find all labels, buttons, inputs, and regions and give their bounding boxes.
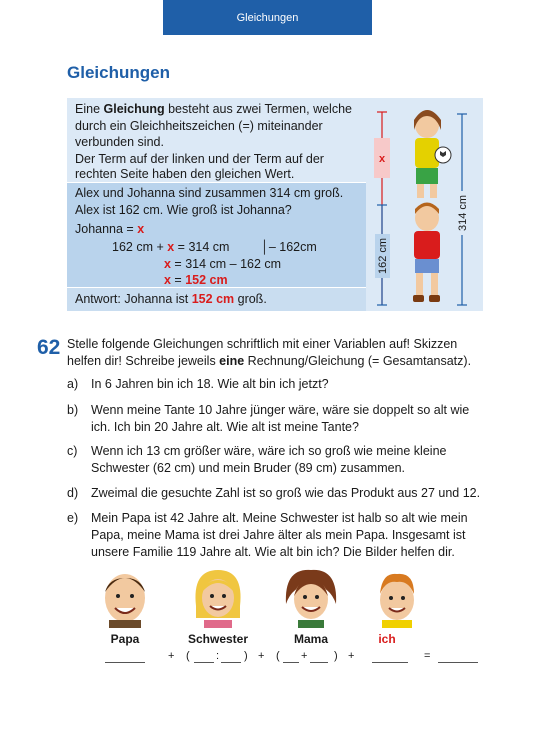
papa-portrait [95, 568, 155, 628]
mama-portrait [280, 566, 342, 628]
example-line: Alex ist 162 cm. Wie groß ist Johanna? [75, 202, 292, 217]
person-label-ich: ich [378, 632, 396, 646]
answer-blank-schwester-b[interactable] [221, 650, 241, 663]
plus-sign: + [348, 650, 355, 662]
intro-line: durch ein Gleichheitszeichen (=) miteinander [75, 118, 323, 133]
person-label-papa: Papa [110, 632, 140, 646]
item-text: Mein Papa ist 42 Jahre alt. Meine Schwester ist halb so alt wie mein Papa, meine Mama ist drei Jahre älter als mein Papa. Insgesamt ist unsere Familie 119 Jahre alt. Wie alt bin ich? Die Bilder helfen dir. [91, 511, 468, 559]
example-line: Alex und Johanna sind zusammen 314 cm groß. [75, 186, 344, 200]
intro-line: rechten Seite haben den gleichen Wert. [75, 167, 295, 181]
item-label: d) [67, 486, 79, 500]
exercise-number: 62 [37, 336, 61, 359]
equation-row [0, 650, 535, 670]
item-text: Wenn meine Tante 10 Jahre jünger wäre, wäre sie doppelt so alt wie ich. Ich bin 20 Jahre alt. Wie alt ist meine Tante? [91, 403, 470, 434]
x-height-label: x [378, 153, 386, 165]
alex-height-label: 162 cm [377, 237, 389, 275]
calc-line-3: x = 152 cm [164, 273, 228, 287]
answer-blank-schwester-a[interactable] [194, 650, 214, 663]
calc-line-2: x = 314 cm – 162 cm [164, 256, 282, 271]
item-label: e) [67, 511, 79, 525]
total-height-label: 314 cm [457, 194, 469, 232]
person-label-mama: Mama [293, 632, 328, 646]
equals-sign: = [424, 650, 431, 662]
instruction-line: helfen dir! Schreibe jeweils eine Rechnung/Gleichung (= Gesamtansatz). [67, 354, 472, 368]
section-title: Gleichungen [67, 63, 170, 82]
chapter-tab-label: Gleichungen [236, 11, 299, 24]
ich-portrait [368, 568, 426, 628]
plus-sign: + [168, 650, 175, 662]
calc-operation: │– 162cm [261, 240, 317, 254]
paren-open: ( [276, 650, 280, 662]
divide-sign: : [216, 650, 220, 662]
item-label: a) [67, 377, 79, 391]
paren-close: ) [334, 650, 338, 662]
johanna-line: Johanna = x [75, 222, 145, 236]
calc-line-1: 162 cm + x = 314 cm [112, 240, 230, 254]
answer-blank-ich[interactable] [372, 650, 408, 663]
intro-line: Der Term auf der linken und der Term auf der [75, 151, 324, 166]
paren-close: ) [244, 650, 248, 662]
answer-blank-total[interactable] [438, 650, 478, 663]
exercise-instruction [67, 336, 487, 370]
person-label-schwester: Schwester [187, 632, 249, 646]
answer-line: Antwort: Johanna ist 152 cm groß. [75, 292, 267, 306]
item-label: c) [67, 444, 78, 458]
paren-open: ( [186, 650, 190, 662]
info-box [67, 98, 483, 311]
plus-sign: + [301, 650, 308, 662]
chapter-tab [163, 0, 372, 35]
instruction-line: Stelle folgende Gleichungen schriftlich mit einer Variablen auf! Skizzen [67, 337, 458, 351]
item-text: In 6 Jahren bin ich 18. Wie alt bin ich jetzt? [91, 377, 329, 391]
height-illustration [366, 98, 483, 311]
intro-line: verbunden sind. [75, 135, 164, 149]
answer-blank-papa[interactable] [105, 650, 145, 663]
answer-blank-mama-b[interactable] [310, 650, 328, 663]
intro-line: Eine Gleichung besteht aus zwei Termen, welche [75, 102, 352, 116]
answer-blank-mama-a[interactable] [283, 650, 299, 663]
plus-sign: + [258, 650, 265, 662]
item-label: b) [67, 403, 79, 417]
item-text: Zweimal die gesuchte Zahl ist so groß wie das Produkt aus 27 und 12. [91, 486, 481, 500]
item-text: Wenn ich 13 cm größer wäre, wäre ich so groß wie meine kleine Schwester (62 cm) und mein Bruder (89 cm) zusammen. [91, 444, 447, 475]
divider [67, 182, 383, 183]
schwester-portrait [188, 566, 248, 628]
